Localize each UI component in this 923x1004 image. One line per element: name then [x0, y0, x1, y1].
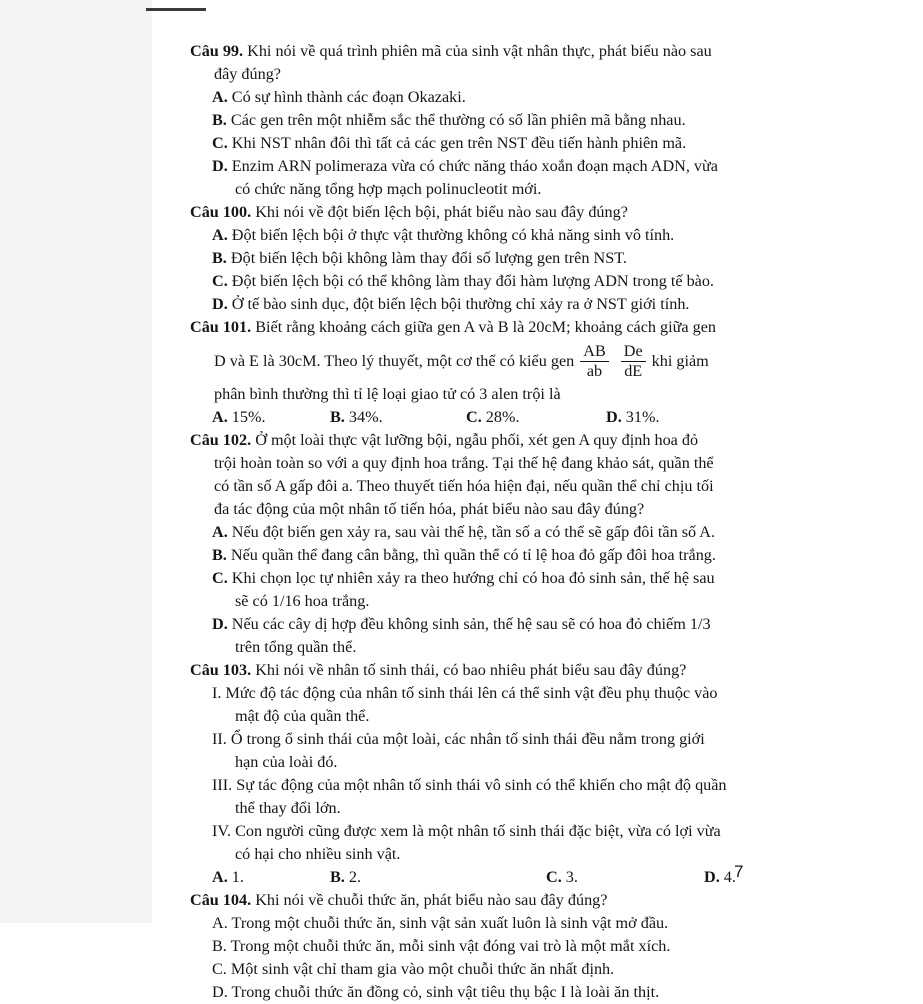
option-c: C. 28%.	[466, 408, 520, 426]
question-stem: Khi nói về nhân tố sinh thái, có bao nhiêu phát biểu sau đây đúng?	[251, 661, 687, 679]
option-c: C. 3.	[546, 868, 578, 886]
statement-i: I. Mức độ tác động của nhân tố sinh thái lên cá thể sinh vật đều phụ thuộc vào	[212, 684, 718, 702]
question-number: Câu 102.	[190, 431, 252, 449]
option-b: B. 34%.	[330, 408, 383, 426]
question-number: Câu 104.	[190, 891, 252, 909]
question-104	[190, 889, 750, 1004]
option-b: B. 2.	[330, 868, 362, 886]
option-d: D. 31%.	[606, 408, 660, 426]
option-a: A. Có sự hình thành các đoạn Okazaki.	[212, 88, 466, 106]
option-a: A. 1.	[212, 868, 244, 886]
options-row	[190, 406, 750, 429]
option-c: C. Khi chọn lọc tự nhiên xảy ra theo hướng chỉ có hoa đỏ sinh sản, thế hệ sau	[212, 569, 715, 587]
question-stem: Khi nói về chuỗi thức ăn, phát biểu nào sau đây đúng?	[251, 891, 608, 909]
option-a: A. Đột biến lệch bội ở thực vật thường không có khả năng sinh vô tính.	[212, 226, 675, 244]
option-b: B. Nếu quần thể đang cân bằng, thì quần thể có tỉ lệ hoa đỏ gấp đôi hoa trắng.	[212, 546, 716, 564]
question-number: Câu 101.	[190, 318, 252, 336]
option-d-cont: có chức năng tổng hợp mạch polinucleotit mới.	[235, 180, 542, 198]
question-103: Câu 103. Khi nói về nhân tố sinh thái, có bao nhiêu phát biểu sau đây đúng? I. Mức độ tác động của nhân tố sinh thái lên cá thể sinh vật đều phụ thuộc vào mật độ của quần thể. II. Ổ trong ổ sinh thái của một loài, các nhân tố sinh thái đều nằm trong giới hạn của loài đó. III. Sự tác động của một nhân tố sinh thái vô sinh có thể khiến cho mật độ quần thể thay đổi lớn. IV. Con người cũng được xem là một nhân tố sinh thái đặc biệt, vừa có lợi vừa có hại cho nhiều sinh vật. A. 1. B. 2. C. 3. D. 4.	[190, 659, 750, 889]
question-101	[190, 316, 750, 429]
genotype-line: D và E là 30cM. Theo lý thuyết, một cơ thể có kiểu gen $\frac{AB}{ab}$ $\frac{De}{dE}$ khi giảm	[214, 341, 709, 380]
option-b: B. Đột biến lệch bội không làm thay đổi số lượng gen trên NST.	[212, 249, 627, 267]
genotype-fraction-de: $\frac{De}{dE}$	[621, 342, 646, 381]
option-a: A. Nếu đột biến gen xảy ra, sau vài thế hệ, tần số a có thể sẽ gấp đôi tần số A.	[212, 523, 716, 541]
question-100	[190, 201, 750, 316]
question-number: Câu 100.	[190, 203, 252, 221]
question-number: Câu 103.	[190, 661, 252, 679]
option-b: B. Các gen trên một nhiễm sắc thể thường có số lần phiên mã bằng nhau.	[212, 111, 686, 129]
question-stem: Ở một loài thực vật lưỡng bội, ngẫu phối, xét gen A quy định hoa đỏ	[251, 431, 699, 449]
option-c: C. Một sinh vật chỉ tham gia vào một chuỗi thức ăn nhất định.	[212, 960, 615, 978]
exam-page	[190, 40, 750, 1004]
option-a: A. Trong một chuỗi thức ăn, sinh vật sản xuất luôn là sinh vật mở đầu.	[212, 914, 669, 932]
page-left-margin	[0, 0, 152, 923]
top-edge-mark	[146, 8, 206, 11]
option-d: D. Nếu các cây dị hợp đều không sinh sản, thế hệ sau sẽ có hoa đỏ chiếm 1/3	[212, 615, 711, 633]
question-stem-cont: đây đúng?	[214, 65, 281, 83]
question-number: Câu 99.	[190, 42, 244, 60]
question-stem: Biết rằng khoảng cách giữa gen A và B là 20cM; khoảng cách giữa gen	[251, 318, 716, 336]
option-c: C. Đột biến lệch bội có thể không làm thay đổi hàm lượng ADN trong tế bào.	[212, 272, 714, 290]
option-a: A. 15%.	[212, 408, 266, 426]
question-102: Câu 102. Ở một loài thực vật lưỡng bội, ngẫu phối, xét gen A quy định hoa đỏ trội hoàn toàn so với a quy định hoa trắng. Tại thế hệ đang khảo sát, quần thể có tần số A gấp đôi a. Theo thuyết tiến hóa hiện đại, nếu quần thể chỉ chịu tối đa tác động của một nhân tố tiến hóa, phát biểu nào sau đây đúng? A. Nếu đột biến gen xảy ra, sau vài thế hệ, tần số a có thể sẽ gấp đôi tần số A. B. Nếu quần thể đang cân bằng, thì quần thể có tỉ lệ hoa đỏ gấp đôi hoa trắng. C. Khi chọn lọc tự nhiên xảy ra theo hướng chỉ có hoa đỏ sinh sản, thế hệ sau sẽ có 1/16 hoa trắng. D. Nếu các cây dị hợp đều không sinh sản, thế hệ sau sẽ có hoa đỏ chiếm 1/3 trên tổng quần thể.	[190, 429, 750, 659]
option-c: C. Khi NST nhân đôi thì tất cả các gen trên NST đều tiến hành phiên mã.	[212, 134, 687, 152]
option-d: D. Trong chuỗi thức ăn đồng cỏ, sinh vật tiêu thụ bậc I là loài ăn thịt.	[212, 983, 660, 1001]
question-99	[190, 40, 750, 201]
statement-iv: IV. Con người cũng được xem là một nhân tố sinh thái đặc biệt, vừa có lợi vừa	[212, 822, 721, 840]
genotype-fraction-ab: $\frac{AB}{ab}$	[580, 342, 609, 381]
options-row	[190, 866, 750, 889]
question-stem: Khi nói về đột biến lệch bội, phát biểu nào sau đây đúng?	[251, 203, 628, 221]
question-stem: Khi nói về quá trình phiên mã của sinh vật nhân thực, phát biểu nào sau	[243, 42, 712, 60]
page-number: 7	[734, 862, 744, 881]
statement-iii: III. Sự tác động của một nhân tố sinh thái vô sinh có thể khiến cho mật độ quần	[212, 776, 727, 794]
option-d: D. Enzim ARN polimeraza vừa có chức năng tháo xoắn đoạn mạch ADN, vừa	[212, 157, 718, 175]
option-d: D. Ở tế bào sinh dục, đột biến lệch bội thường chỉ xảy ra ở NST giới tính.	[212, 295, 690, 313]
option-d: D. 4.	[704, 868, 736, 886]
question-stem-cont: phân bình thường thì tỉ lệ loại giao tử có 3 alen trội là	[214, 385, 561, 403]
option-b: B. Trong một chuỗi thức ăn, mỗi sinh vật đóng vai trò là một mắt xích.	[212, 937, 671, 955]
statement-ii: II. Ổ trong ổ sinh thái của một loài, các nhân tố sinh thái đều nằm trong giới	[212, 730, 705, 748]
